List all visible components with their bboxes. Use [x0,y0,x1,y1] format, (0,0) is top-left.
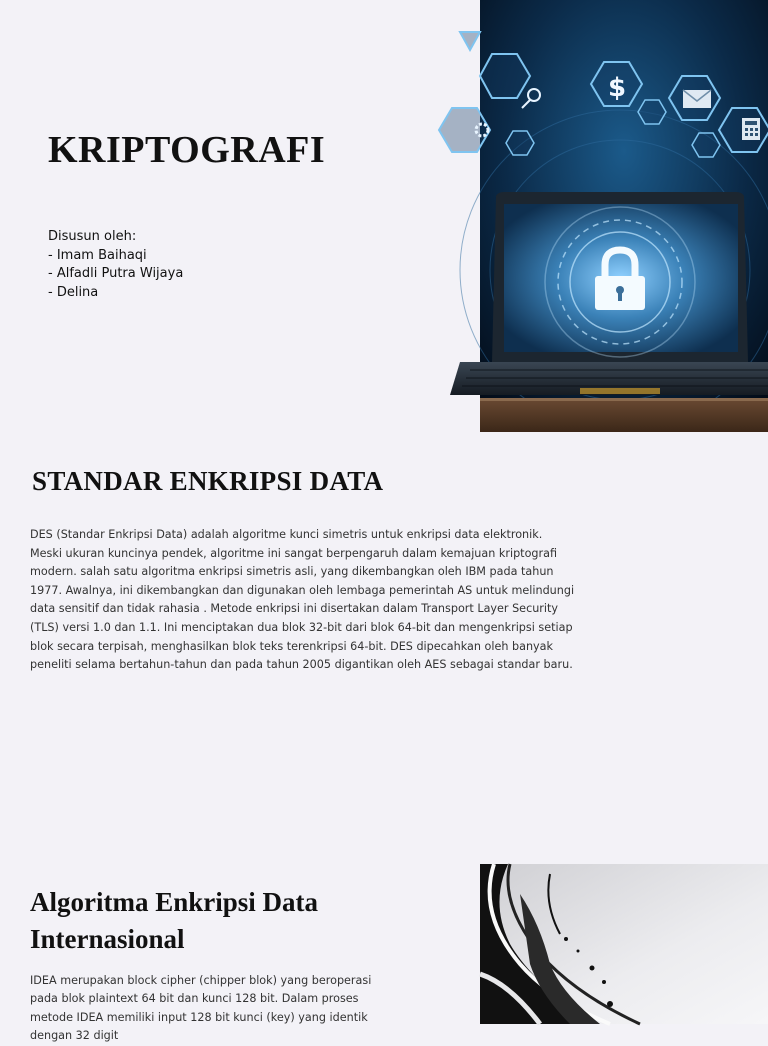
page-title: KRIPTOGRAFI [48,129,326,171]
des-description: DES (Standar Enkripsi Data) adalah algoritme kunci simetris untuk enkripsi data elektronik. Meski ukuran kuncinya pendek, algoritme ini sangat berpengaruh dalam kemajuan kriptografi modern. salah satu algoritma enkripsi simetris asli, yang dikembangkan oleh IBM pada tahun 1977. Awalnya, ini dikembangkan dan digunakan oleh lembaga pemerintah AS untuk melindungi data sensitif dan tidak rahasia . Metode enkripsi ini disertakan dalam Transport Layer Security (TLS) versi 1.0 dan 1.1. Ini menciptakan dua blok 32-bit dari blok 64-bit dan mengenkripsi setiap blok secara terpisah, menghasilkan blok teks terenkripsi 64-bit. DES dipecahkan oleh banyak peneliti selama bertahun-tahun dan pada tahun 2005 digantikan oleh AES sebagai standar baru. [30,528,575,672]
title-slide [0,0,768,432]
laptop-security-image [480,0,768,432]
des-slide [0,432,768,864]
section-title: Algoritma Enkripsi Data Internasional [30,887,319,954]
author-item: - Delina [48,284,99,300]
author-item: - Alfadli Putra Wijaya [48,266,184,281]
author-item: - Imam Baihaqi [48,247,147,263]
idea-description: IDEA merupakan block cipher (chipper blok) yang beroperasi pada blok plaintext 64 bit dan kunci 128 bit. Dalam proses metode IDEA memiliki input 128 bit kunci (key) yang identik dengan 32 digit [30,974,372,1043]
calculator-icon [742,118,760,140]
section-title: STANDAR ENKRIPSI DATA [32,466,384,496]
abstract-ink-image [480,864,768,1024]
authors-heading: Disusun oleh: [48,229,137,244]
mail-icon [683,90,711,108]
authors-block [48,228,183,302]
idea-slide [0,864,768,1043]
dollar-icon: $ [607,73,627,103]
